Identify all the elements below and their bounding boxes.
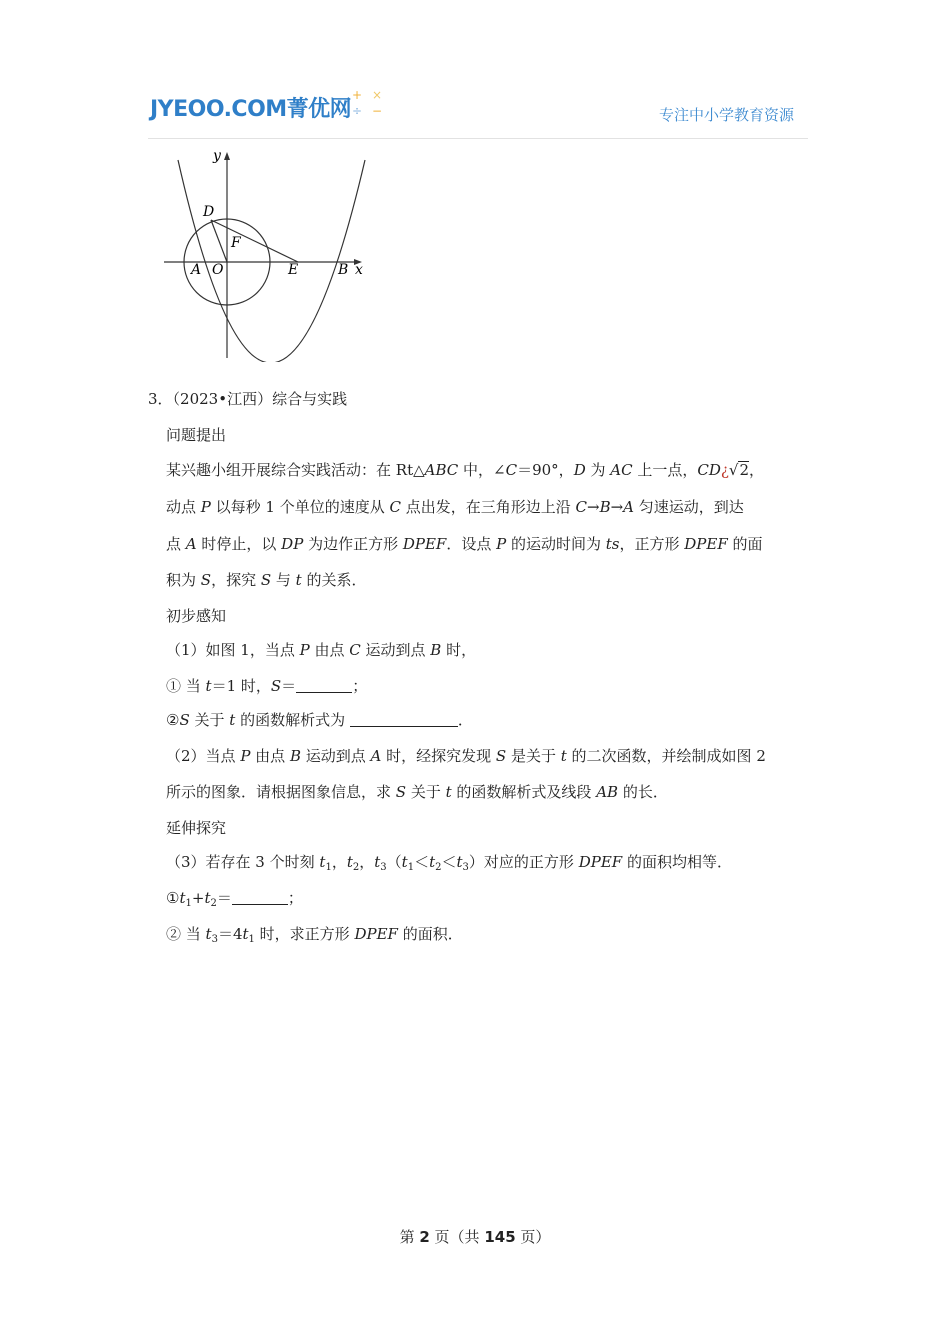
part1-sub2: ②S 关于 t 的函数解析式为 ． [166,711,473,729]
logo-math-symbols [348,88,388,124]
intro-line-4: 积为 S，探究 S 与 t 的关系． [166,571,367,589]
parabola-circle-figure [158,150,380,362]
page-number: 第 2 页（共 145 页） [399,1228,551,1246]
header-slogan: 专注中小学教育资源 [658,106,794,124]
label-E: E [288,262,299,278]
part2-line-2: 所示的图象．请根据图象信息，求 S 关于 t 的函数解析式及线段 AB 的长． [166,783,668,801]
times-mark: × [372,88,383,102]
answer-blank-S[interactable] [296,678,352,693]
current-page: 2 [419,1228,430,1246]
section-initial: 初步感知 [166,607,227,625]
label-B: B [338,262,349,278]
answer-blank-expression[interactable] [350,712,458,727]
part1-line: （1）如图 1，当点 P 由点 C 运动到点 B 时， [166,641,477,659]
label-x: x [355,262,363,278]
parabola [178,160,365,362]
sqrt-radicand: 2 [739,461,750,479]
header-divider [148,138,808,139]
jyeoo-logo: JYEOO.COM菁优网 [150,97,352,122]
part1-sub1: ① 当 t＝1 时，S＝ ； [166,677,368,695]
page-header [148,86,808,138]
divide-mark: ÷ [352,104,363,118]
answer-blank-t-sum[interactable] [232,890,288,905]
label-D: D [203,204,215,220]
plus-mark: + [352,88,363,102]
part3-line: （3）若存在 3 个时刻 $t_1$，$t_2$，$t_3(t_1<t_2<t_3)$对应的正方形 DPEF 的面积均相等． [166,853,732,873]
section-extension: 延伸探究 [166,819,227,837]
question-title: 3．（2023•江西）综合与实践 [148,390,348,408]
section-problem: 问题提出 [166,426,227,444]
label-y: y [213,150,221,164]
y-axis-arrow [224,152,230,160]
label-F: F [231,235,241,251]
total-pages: 145 [484,1228,516,1246]
part3-sub1: $①t_1+t_2=$ ； [166,889,303,909]
intro-line-2: 动点 P 以每秒 1 个单位的速度从 C 点出发，在三角形边上沿 C→B→A 匀速运动，到达 [166,498,744,516]
part3-sub2: ② 当 $t_3=4t_1$ 时，求正方形 DPEF 的面积． [166,925,463,945]
intro-line-1: 某兴趣小组开展综合实践活动：在 Rt△ABC 中，∠C＝90°，D 为 AC 上一点，CD¿√2， [166,461,765,479]
label-A: A [191,262,202,278]
label-O: O [212,262,224,278]
minus-mark: − [372,104,383,118]
part2-line-1: （2）当点 P 由点 B 运动到点 A 时，经探究发现 S 是关于 t 的二次函数，并绘制成如图 2 [166,747,766,765]
intro-line-3: 点 A 时停止，以 DP 为边作正方形 DPEF．设点 P 的运动时间为 ts，正方形 DPEF 的面 [166,535,763,553]
